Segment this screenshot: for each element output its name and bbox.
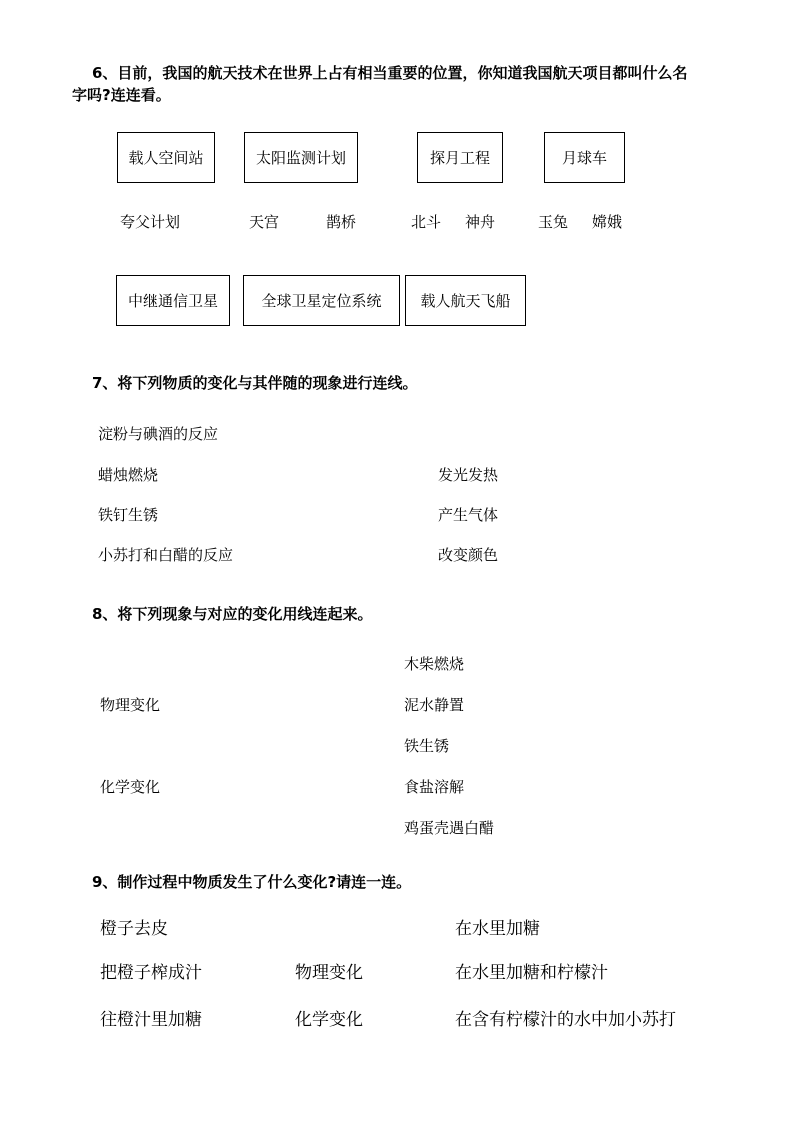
q9-left-sugar[interactable]: 往橙汁里加糖 xyxy=(100,1010,202,1030)
q6-name-beidou[interactable]: 北斗 xyxy=(411,213,442,231)
q7-left-candle[interactable]: 蜡烛燃烧 xyxy=(98,466,159,484)
q8-right-eggshell[interactable]: 鸡蛋壳遇白醋 xyxy=(404,819,495,837)
q7-right-gas[interactable]: 产生气体 xyxy=(438,506,499,524)
q9-left-juice[interactable]: 把橙子榨成汁 xyxy=(100,963,202,983)
q9-left-peel[interactable]: 橙子去皮 xyxy=(100,919,168,939)
q6-name-change[interactable]: 嫦娥 xyxy=(592,213,623,231)
q9-right-water-sugar[interactable]: 在水里加糖 xyxy=(455,919,540,939)
q6-name-kuafu[interactable]: 夸父计划 xyxy=(120,213,181,231)
q9-right-lemon-soda[interactable]: 在含有柠檬汁的水中加小苏打 xyxy=(455,1010,676,1030)
q8-right-firewood[interactable]: 木柴燃烧 xyxy=(404,655,465,673)
q6-name-shenzhou[interactable]: 神舟 xyxy=(465,213,496,231)
q6-box-lunar-project[interactable]: 探月工程 xyxy=(417,132,503,183)
q9-middle-physical[interactable]: 物理变化 xyxy=(295,963,363,983)
q8-left-physical[interactable]: 物理变化 xyxy=(100,696,161,714)
q8-right-iron-rust[interactable]: 铁生锈 xyxy=(404,737,450,755)
q6-box-lunar-rover[interactable]: 月球车 xyxy=(544,132,625,183)
q8-left-chemical[interactable]: 化学变化 xyxy=(100,778,161,796)
q6-name-tiangong[interactable]: 天宫 xyxy=(249,213,280,231)
q9-right-water-sugar-lemon[interactable]: 在水里加糖和柠檬汁 xyxy=(455,963,608,983)
q8-title: 8、将下列现象与对应的变化用线连起来。 xyxy=(92,605,373,623)
q9-middle-chemical[interactable]: 化学变化 xyxy=(295,1010,363,1030)
q9-title: 9、制作过程中物质发生了什么变化?请连一连。 xyxy=(92,873,412,891)
q6-title-line2: 字吗?连连看。 xyxy=(72,86,171,104)
q6-box-gnss[interactable]: 全球卫星定位系统 xyxy=(243,275,400,326)
q6-box-relay-satellite[interactable]: 中继通信卫星 xyxy=(116,275,230,326)
q6-box-space-station[interactable]: 载人空间站 xyxy=(117,132,215,183)
q7-left-starch[interactable]: 淀粉与碘酒的反应 xyxy=(98,425,219,443)
q7-title: 7、将下列物质的变化与其伴随的现象进行连线。 xyxy=(92,374,418,392)
q6-title-line1: 6、目前，我国的航天技术在世界上占有相当重要的位置，你知道我国航天项目都叫什么名 xyxy=(92,64,688,82)
q8-right-salt[interactable]: 食盐溶解 xyxy=(404,778,465,796)
q6-box-solar-monitor[interactable]: 太阳监测计划 xyxy=(244,132,358,183)
q7-left-nail[interactable]: 铁钉生锈 xyxy=(98,506,159,524)
q8-right-muddy-water[interactable]: 泥水静置 xyxy=(404,696,465,714)
q7-right-color[interactable]: 改变颜色 xyxy=(438,546,499,564)
q6-box-crewed-spacecraft[interactable]: 载人航天飞船 xyxy=(405,275,526,326)
q6-name-yutu[interactable]: 玉兔 xyxy=(538,213,569,231)
q6-name-queqiao[interactable]: 鹊桥 xyxy=(326,213,357,231)
q7-right-light-heat[interactable]: 发光发热 xyxy=(438,466,499,484)
q7-left-soda[interactable]: 小苏打和白醋的反应 xyxy=(98,546,234,564)
